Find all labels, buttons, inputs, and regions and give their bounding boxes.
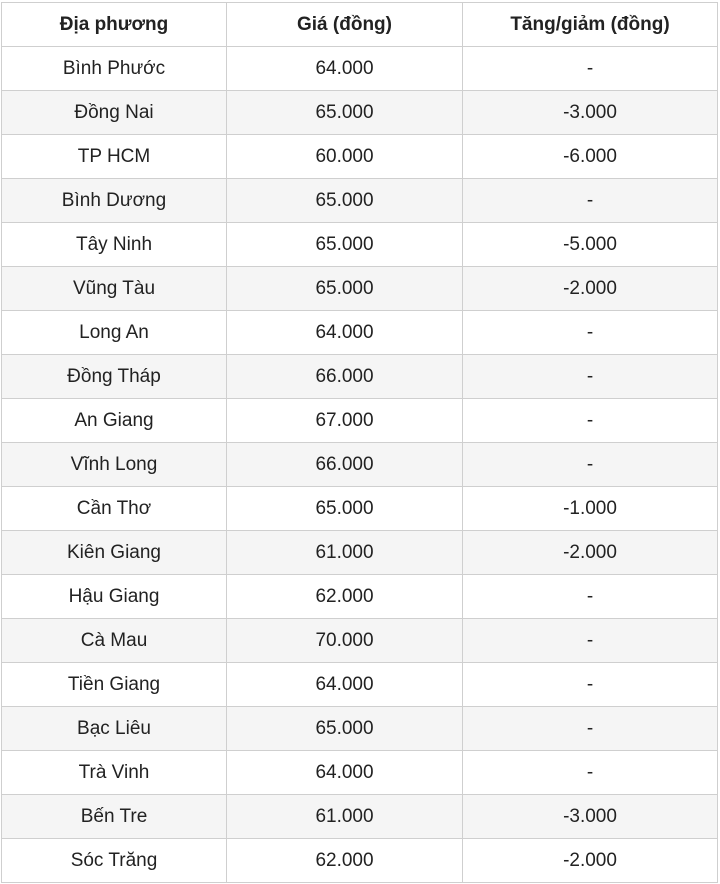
table-row — [2, 531, 718, 575]
region-cell: Đồng Nai — [2, 91, 227, 135]
region-cell: Bình Phước — [2, 47, 227, 91]
change-cell: -3.000 — [463, 795, 718, 839]
header-cell-region: Địa phương — [2, 3, 227, 47]
price-cell: 65.000 — [227, 707, 463, 751]
price-table — [1, 2, 718, 883]
price-cell: 60.000 — [227, 135, 463, 179]
table-row — [2, 619, 718, 663]
price-cell: 62.000 — [227, 839, 463, 883]
price-cell: 65.000 — [227, 487, 463, 531]
table-body — [2, 47, 718, 883]
change-cell: -3.000 — [463, 91, 718, 135]
header-cell-price: Giá (đồng) — [227, 3, 463, 47]
table-row — [2, 47, 718, 91]
table-row — [2, 399, 718, 443]
change-cell: -2.000 — [463, 531, 718, 575]
table-row — [2, 91, 718, 135]
region-cell: An Giang — [2, 399, 227, 443]
table-row — [2, 223, 718, 267]
region-cell: Sóc Trăng — [2, 839, 227, 883]
price-cell: 64.000 — [227, 663, 463, 707]
table-row — [2, 575, 718, 619]
change-cell: - — [463, 355, 718, 399]
region-cell: Long An — [2, 311, 227, 355]
region-cell: Đồng Tháp — [2, 355, 227, 399]
table-row — [2, 355, 718, 399]
change-cell: -6.000 — [463, 135, 718, 179]
price-cell: 65.000 — [227, 267, 463, 311]
price-cell: 65.000 — [227, 223, 463, 267]
table-row — [2, 707, 718, 751]
price-cell: 62.000 — [227, 575, 463, 619]
change-cell: - — [463, 575, 718, 619]
region-cell: Tây Ninh — [2, 223, 227, 267]
price-cell: 64.000 — [227, 751, 463, 795]
region-cell: Bạc Liêu — [2, 707, 227, 751]
price-cell: 65.000 — [227, 91, 463, 135]
price-cell: 67.000 — [227, 399, 463, 443]
price-cell: 61.000 — [227, 795, 463, 839]
change-cell: - — [463, 47, 718, 91]
table-row — [2, 487, 718, 531]
price-cell: 66.000 — [227, 355, 463, 399]
region-cell: Bình Dương — [2, 179, 227, 223]
change-cell: -2.000 — [463, 267, 718, 311]
price-cell: 64.000 — [227, 47, 463, 91]
price-cell: 64.000 — [227, 311, 463, 355]
region-cell: Trà Vinh — [2, 751, 227, 795]
change-cell: - — [463, 443, 718, 487]
region-cell: Tiền Giang — [2, 663, 227, 707]
price-cell: 61.000 — [227, 531, 463, 575]
change-cell: - — [463, 619, 718, 663]
region-cell: Hậu Giang — [2, 575, 227, 619]
region-cell: Bến Tre — [2, 795, 227, 839]
table-row — [2, 751, 718, 795]
price-cell: 65.000 — [227, 179, 463, 223]
header-cell-change: Tăng/giảm (đồng) — [463, 3, 718, 47]
change-cell: -5.000 — [463, 223, 718, 267]
table-row — [2, 795, 718, 839]
table-row — [2, 135, 718, 179]
table-row — [2, 663, 718, 707]
change-cell: - — [463, 179, 718, 223]
table-header — [2, 3, 718, 47]
table-row — [2, 179, 718, 223]
change-cell: -1.000 — [463, 487, 718, 531]
region-cell: Kiên Giang — [2, 531, 227, 575]
header-row — [2, 3, 718, 47]
change-cell: -2.000 — [463, 839, 718, 883]
table-row — [2, 839, 718, 883]
change-cell: - — [463, 663, 718, 707]
region-cell: Cần Thơ — [2, 487, 227, 531]
table-row — [2, 443, 718, 487]
change-cell: - — [463, 399, 718, 443]
change-cell: - — [463, 751, 718, 795]
region-cell: Vũng Tàu — [2, 267, 227, 311]
change-cell: - — [463, 311, 718, 355]
region-cell: TP HCM — [2, 135, 227, 179]
price-cell: 70.000 — [227, 619, 463, 663]
table-row — [2, 267, 718, 311]
region-cell: Cà Mau — [2, 619, 227, 663]
change-cell: - — [463, 707, 718, 751]
region-cell: Vĩnh Long — [2, 443, 227, 487]
table-row — [2, 311, 718, 355]
price-cell: 66.000 — [227, 443, 463, 487]
